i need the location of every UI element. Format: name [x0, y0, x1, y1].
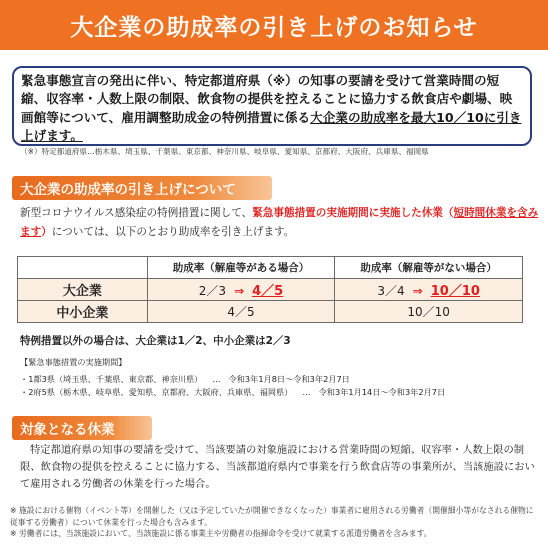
table-header-cell: 助成率（解雇等がある場合） [147, 257, 335, 279]
section-heading-text: 対象となる休業 [20, 422, 115, 438]
row-label: 中小企業 [18, 301, 148, 323]
intro-emphasis: 緊急事態措置の実施期間に実施した休業（ [252, 207, 454, 219]
intro-text: 新型コロナウイルス感染症の特例措置に関して、 [20, 207, 253, 219]
intro-emphasis-underlined: 短時間休業を含みます [20, 207, 539, 238]
rate-cell: 4／5 [147, 301, 335, 323]
period-dates: 令和3年1月14日～令和3年2月7日 [318, 387, 446, 397]
page-title-banner [0, 0, 548, 50]
old-rate: 2／3 [198, 284, 227, 298]
intro-emphasis-close: ） [41, 226, 52, 238]
period-prefectures: ・1都3県（埼玉県、千葉県、東京都、神奈川県） [20, 373, 203, 384]
non-special-rate-note: 特例措置以外の場合は、大企業は1／2、中小企業は2／3 [20, 335, 291, 347]
notice-emphasis-large-company: 大企業 [310, 109, 348, 125]
intro-text-end: については、以下のとおり助成率を引き上げます。 [51, 226, 295, 238]
period-dots: … [302, 387, 311, 397]
page-title: 大企業の助成率の引き上げのお知らせ [70, 14, 478, 41]
section-heading-rate-increase [12, 176, 272, 200]
rate-cell [147, 279, 335, 301]
table-corner-cell [18, 257, 148, 279]
rate-cell [335, 279, 523, 301]
table-header-cell: 助成率（解雇等がない場合） [335, 257, 523, 279]
new-rate: 4／5 [252, 284, 284, 299]
emergency-period-block [20, 356, 530, 400]
table-row-sme [18, 301, 523, 323]
period-title: 【緊急事態措置の実施期間】 [20, 357, 127, 367]
notice-box [12, 66, 532, 146]
period-dots: … [212, 373, 221, 384]
section-intro [20, 204, 540, 242]
notice-emphasis-rate: の助成率を最大10／10に引き上げます。 [21, 109, 522, 143]
row-label: 大企業 [18, 279, 148, 301]
table-header-row [18, 257, 523, 279]
arrow-icon: ⇒ [234, 284, 245, 298]
period-dates: 令和3年1月8日～令和3年2月7日 [228, 373, 350, 384]
footnote-dispatch: ※ 労働者には、当該施設において、当該施設に係る事業主や労働者の指揮命令を受けて就業する派遣労働者を含みます。 [10, 529, 432, 538]
period-row [20, 373, 530, 387]
table-row-large-company [18, 279, 523, 301]
period-prefectures: ・2府5県（栃木県、岐阜県、愛知県、京都府、大阪府、兵庫県、福岡県） [20, 387, 293, 397]
prefecture-footnote: （※）特定都道府県…栃木県、埼玉県、千葉県、東京都、神奈川県、岐阜県、愛知県、京都府、大阪府、兵庫県、福岡県 [20, 147, 429, 156]
arrow-icon: ⇒ [412, 284, 423, 298]
old-rate: 3／4 [377, 284, 405, 298]
target-leave-body: 特定都道府県の知事の要請を受けて、当該要請の対象施設における営業時間の短縮、収容率・人数上限の制限、飲食物の提供を控えることに協力する、当該都道府県内で事業を行う飲食店等の事業所が、当該施設において雇用される労働者の休業を行った場合。 [20, 444, 535, 490]
new-rate: 10／10 [430, 284, 480, 299]
notice-text: 緊急事態宣言の発出に伴い、特定都道府県（※）の知事の要請を受けて営業時間の短縮、収容率・人数上限の制限、飲食物の提供を控えることに協力する飲食店や劇場、映画館等について、雇用調整助成金の特例措置に係る [21, 73, 513, 125]
rates-table [17, 256, 523, 323]
rate-cell: 10／10 [335, 301, 523, 323]
section-heading-target-leave [12, 416, 152, 440]
section-heading-text: 大企業の助成率の引き上げについて [20, 182, 236, 198]
footnote-event: ※ 施設における催物（イベント等）を開催した（又は予定していたが開催できなくなった）事業者に雇用される労働者（開催細小等がなされる催物に従事する労働者）について休業を行った場合も含みます。 [10, 506, 534, 527]
period-row [20, 386, 530, 400]
